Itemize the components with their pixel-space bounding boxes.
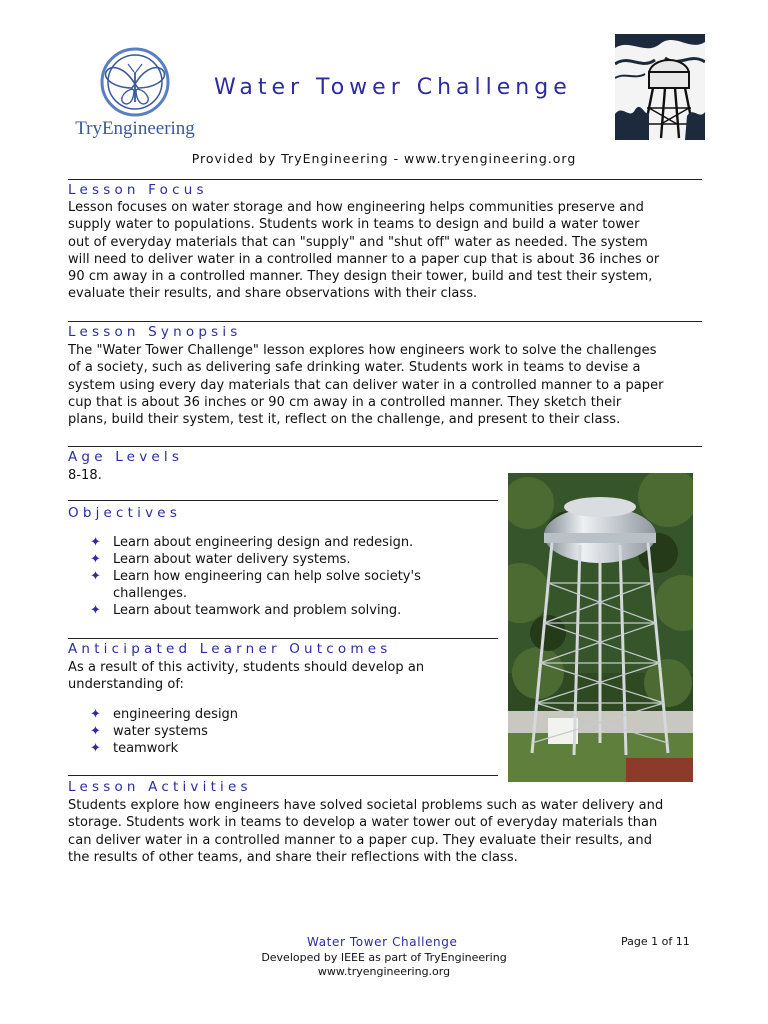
text-line: plans, build their system, test it, reflect on the challenge, and present to their class. (68, 412, 621, 428)
tryengineering-logo (66, 44, 204, 140)
objectives-list (90, 534, 421, 619)
text-line: the results of other teams, and share their reflections with the class. (68, 849, 518, 865)
list-item-text: Learn how engineering can help solve society's (113, 569, 421, 584)
text-line: cup that is about 36 inches or 90 cm away in a controlled manner. They sketch their (68, 394, 622, 410)
text-line: understanding of: (68, 677, 184, 693)
text-line: 90 cm away in a controlled manner. They design their tower, build and test their system, (68, 269, 653, 285)
objectives-heading: Objectives (68, 505, 182, 521)
list-item-text: engineering design (113, 707, 239, 722)
lesson-focus-text (68, 199, 659, 303)
list-item-text: Learn about engineering design and redesign. (113, 535, 414, 550)
lesson-synopsis-text (68, 342, 664, 428)
age-levels-text: 8-18. (68, 468, 102, 483)
list-item (90, 740, 238, 757)
text-line: As a result of this activity, students should develop an (68, 660, 425, 675)
list-item (90, 723, 238, 740)
outcomes-list (90, 706, 238, 757)
learner-outcomes-text (68, 659, 424, 694)
list-item-text: challenges. (113, 586, 187, 601)
text-line: The "Water Tower Challenge" lesson explores how engineers work to solve the challenges (68, 343, 657, 358)
four-pointed-star-icon: ✦ (90, 552, 101, 567)
text-line: evaluate their results, and share observations with their class. (68, 286, 478, 302)
four-pointed-star-icon: ✦ (90, 603, 101, 618)
list-item (90, 568, 421, 585)
text-line: supply water to populations. Students work in teams to design and build a water tower (68, 217, 640, 233)
text-line: will need to deliver water in a controlled manner to a paper cup that is about 36 inches or (68, 251, 660, 267)
four-pointed-star-icon: ✦ (90, 535, 101, 550)
divider (68, 500, 498, 501)
list-item-text: Learn about teamwork and problem solving. (113, 603, 402, 618)
logo-text: TryEngineering (75, 118, 195, 139)
list-item (90, 551, 421, 568)
text-line: of a society, such as delivering safe drinking water. Students work in teams to devise a (68, 360, 641, 376)
divider (68, 775, 498, 776)
lesson-activities-heading: Lesson Activities (68, 779, 252, 795)
divider (68, 446, 702, 447)
lesson-focus-heading: Lesson Focus (68, 182, 208, 198)
age-levels-heading: Age Levels (68, 449, 184, 465)
four-pointed-star-icon: ✦ (90, 569, 101, 584)
lesson-activities-text (68, 797, 663, 866)
four-pointed-star-icon: ✦ (90, 707, 101, 722)
provided-by-line: Provided by TryEngineering - www.tryengineering.org (191, 151, 577, 166)
text-line: system using every day materials that can deliver water in a controlled manner to a paper (68, 377, 664, 393)
four-pointed-star-icon: ✦ (90, 741, 101, 756)
page-number: Page 1 of 11 (621, 935, 690, 948)
learner-outcomes-heading: Anticipated Learner Outcomes (68, 641, 392, 657)
text-line: storage. Students work in teams to develop a water tower out of everyday materials than (68, 815, 658, 831)
text-line: out of everyday materials that can "supply" and "shut off" water as needed. The system (68, 234, 648, 250)
divider (68, 638, 498, 639)
text-line: Lesson focuses on water storage and how engineering helps communities preserve and (68, 200, 644, 215)
footer-developed-by: Developed by IEEE as part of TryEngineering (261, 951, 507, 964)
divider (68, 321, 702, 322)
list-item (90, 706, 238, 723)
list-item-text: water systems (113, 724, 208, 739)
divider (68, 179, 702, 180)
list-item-continuation (90, 585, 421, 602)
text-line: Students explore how engineers have solved societal problems such as water delivery and (68, 798, 664, 813)
butterfly-icon (66, 44, 204, 120)
list-item-text: Learn about water delivery systems. (113, 552, 351, 567)
list-item (90, 602, 421, 619)
footer-title: Water Tower Challenge (307, 935, 458, 949)
water-tower-photo (508, 473, 693, 782)
lesson-synopsis-heading: Lesson Synopsis (68, 324, 242, 340)
list-item (90, 534, 421, 551)
document-title: Water Tower Challenge (214, 75, 572, 100)
list-item-text: teamwork (113, 741, 179, 756)
water-tower-woodcut-illustration (615, 34, 705, 140)
text-line: can deliver water in a controlled manner to a paper cup. They evaluate their results, and (68, 832, 653, 848)
footer-url: www.tryengineering.org (317, 965, 451, 978)
four-pointed-star-icon: ✦ (90, 724, 101, 739)
